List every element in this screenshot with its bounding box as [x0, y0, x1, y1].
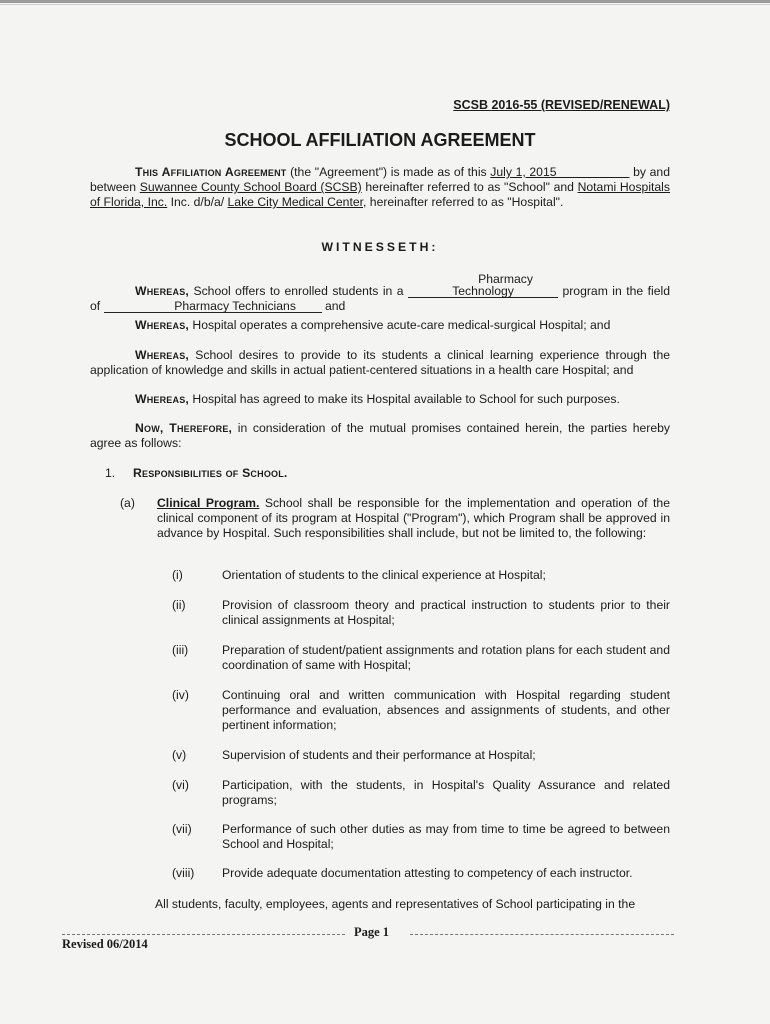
footer-rule-right	[410, 934, 674, 935]
closing-line: All students, faculty, employees, agents and representatives of School participating in the	[155, 897, 636, 911]
intro-text-3: hereinafter referred to as "School" and	[361, 180, 578, 194]
recital-1-text-a: School offers to enrolled students in a	[189, 284, 409, 298]
intro-text-1: (the "Agreement") is made as of this	[286, 165, 491, 179]
list-item-number: (vi)	[172, 778, 189, 792]
program-blank: Pharmacy Technology	[408, 273, 558, 298]
recital-2	[90, 318, 670, 333]
section-1-heading	[105, 466, 288, 481]
field-blank: Pharmacy Technicians	[104, 300, 322, 313]
agreement-date: July 1, 2015	[490, 165, 557, 179]
recital-3-text: School desires to provide to its students a clinical learning experience through the application of knowledge and skills in actual patient-centered situations in a health care Hospital; and	[90, 348, 670, 377]
footer-rule-left	[62, 934, 345, 935]
date-blank	[557, 165, 630, 179]
recital-1-text-c: and	[321, 299, 346, 313]
recital-2-text: Hospital operates a comprehensive acute-care medical-surgical Hospital; and	[189, 318, 611, 332]
section-1a-heading: Clinical Program.	[157, 496, 260, 510]
hospital-legal-name: Notami Hospitals of Florida, Inc.	[90, 180, 670, 209]
recital-1-text-b: program in the field of	[90, 284, 670, 313]
list-item-text: Provide adequate documentation attesting to competency of each instructor.	[222, 866, 633, 880]
recital-1-lead: Whereas,	[135, 284, 189, 298]
list-item	[172, 598, 670, 628]
now-therefore-text: in consideration of the mutual promises contained herein, the parties hereby agree as follows:	[90, 421, 670, 450]
list-item	[172, 822, 670, 852]
list-item	[172, 688, 670, 733]
list-item	[172, 643, 670, 673]
intro-lead: This Affiliation Agreement	[135, 165, 287, 179]
witnesseth-heading: WITNESSETH:	[321, 240, 439, 254]
recital-4-lead: Whereas,	[135, 392, 189, 406]
intro-text-5: , hereinafter referred to as "Hospital".	[363, 195, 564, 209]
recital-3-lead: Whereas,	[135, 348, 189, 362]
section-1a-label: (a)	[120, 496, 135, 510]
recital-1	[90, 273, 670, 314]
list-item	[172, 748, 670, 763]
section-1a-text: School shall be responsible for the implementation and operation of the clinical component of its program at Hospital ("Program"), which Program shall be approved in advance by Hospital. Such responsibilities shall include, but not be limited to, the following:	[157, 496, 670, 540]
intro-text-2: by and between	[90, 165, 670, 194]
document-number: SCSB 2016-55 (REVISED/RENEWAL)	[453, 98, 670, 112]
list-item	[172, 568, 670, 583]
page-edge-shadow	[0, 4, 770, 5]
list-item-number: (viii)	[172, 866, 195, 880]
page-number: Page 1	[354, 925, 390, 939]
list-item-number: (iii)	[172, 643, 189, 657]
list-item-number: (v)	[172, 748, 187, 762]
intro-paragraph	[90, 165, 670, 210]
list-item-text: Orientation of students to the clinical experience at Hospital;	[222, 568, 546, 582]
revision-date: Revised 06/2014	[62, 937, 148, 951]
list-item	[172, 866, 670, 881]
recital-3	[90, 348, 670, 378]
intro-text-4: Inc. d/b/a/	[167, 195, 228, 209]
list-item-number: (vii)	[172, 822, 192, 836]
list-item-text: Preparation of student/patient assignments and rotation plans for each student and coordination of same with Hospital;	[222, 643, 670, 672]
now-therefore-paragraph	[90, 421, 670, 451]
list-item-number: (iv)	[172, 688, 189, 702]
hospital-name: Lake City Medical Center	[227, 195, 364, 209]
list-item-text: Participation, with the students, in Hospital's Quality Assurance and related programs;	[222, 778, 670, 807]
section-1a	[120, 496, 670, 541]
list-item-number: (i)	[172, 568, 183, 582]
list-item-text: Supervision of students and their performance at Hospital;	[222, 748, 536, 762]
recital-4-text: Hospital has agreed to make its Hospital available to School for such purposes.	[189, 392, 620, 406]
recital-4	[90, 392, 670, 407]
section-1-number: 1.	[105, 466, 116, 480]
list-item-text: Performance of such other duties as may from time to time be agreed to between School and Hospital;	[222, 822, 670, 851]
list-item	[172, 778, 670, 808]
now-therefore-lead: Now, Therefore,	[135, 421, 233, 435]
recital-2-lead: Whereas,	[135, 318, 189, 332]
list-item-text: Continuing oral and written communication with Hospital regarding student performance and evaluation, absences and assignments of students, and other pertinent information;	[222, 688, 670, 732]
list-item-number: (ii)	[172, 598, 186, 612]
page-edge	[0, 0, 770, 3]
document-title: SCHOOL AFFILIATION AGREEMENT	[224, 130, 536, 150]
school-name: Suwannee County School Board (SCSB)	[139, 180, 362, 194]
section-1-title: Responsibilities of School.	[133, 466, 288, 480]
list-item-text: Provision of classroom theory and practical instruction to students prior to their clinical assignments at Hospital;	[222, 598, 670, 627]
